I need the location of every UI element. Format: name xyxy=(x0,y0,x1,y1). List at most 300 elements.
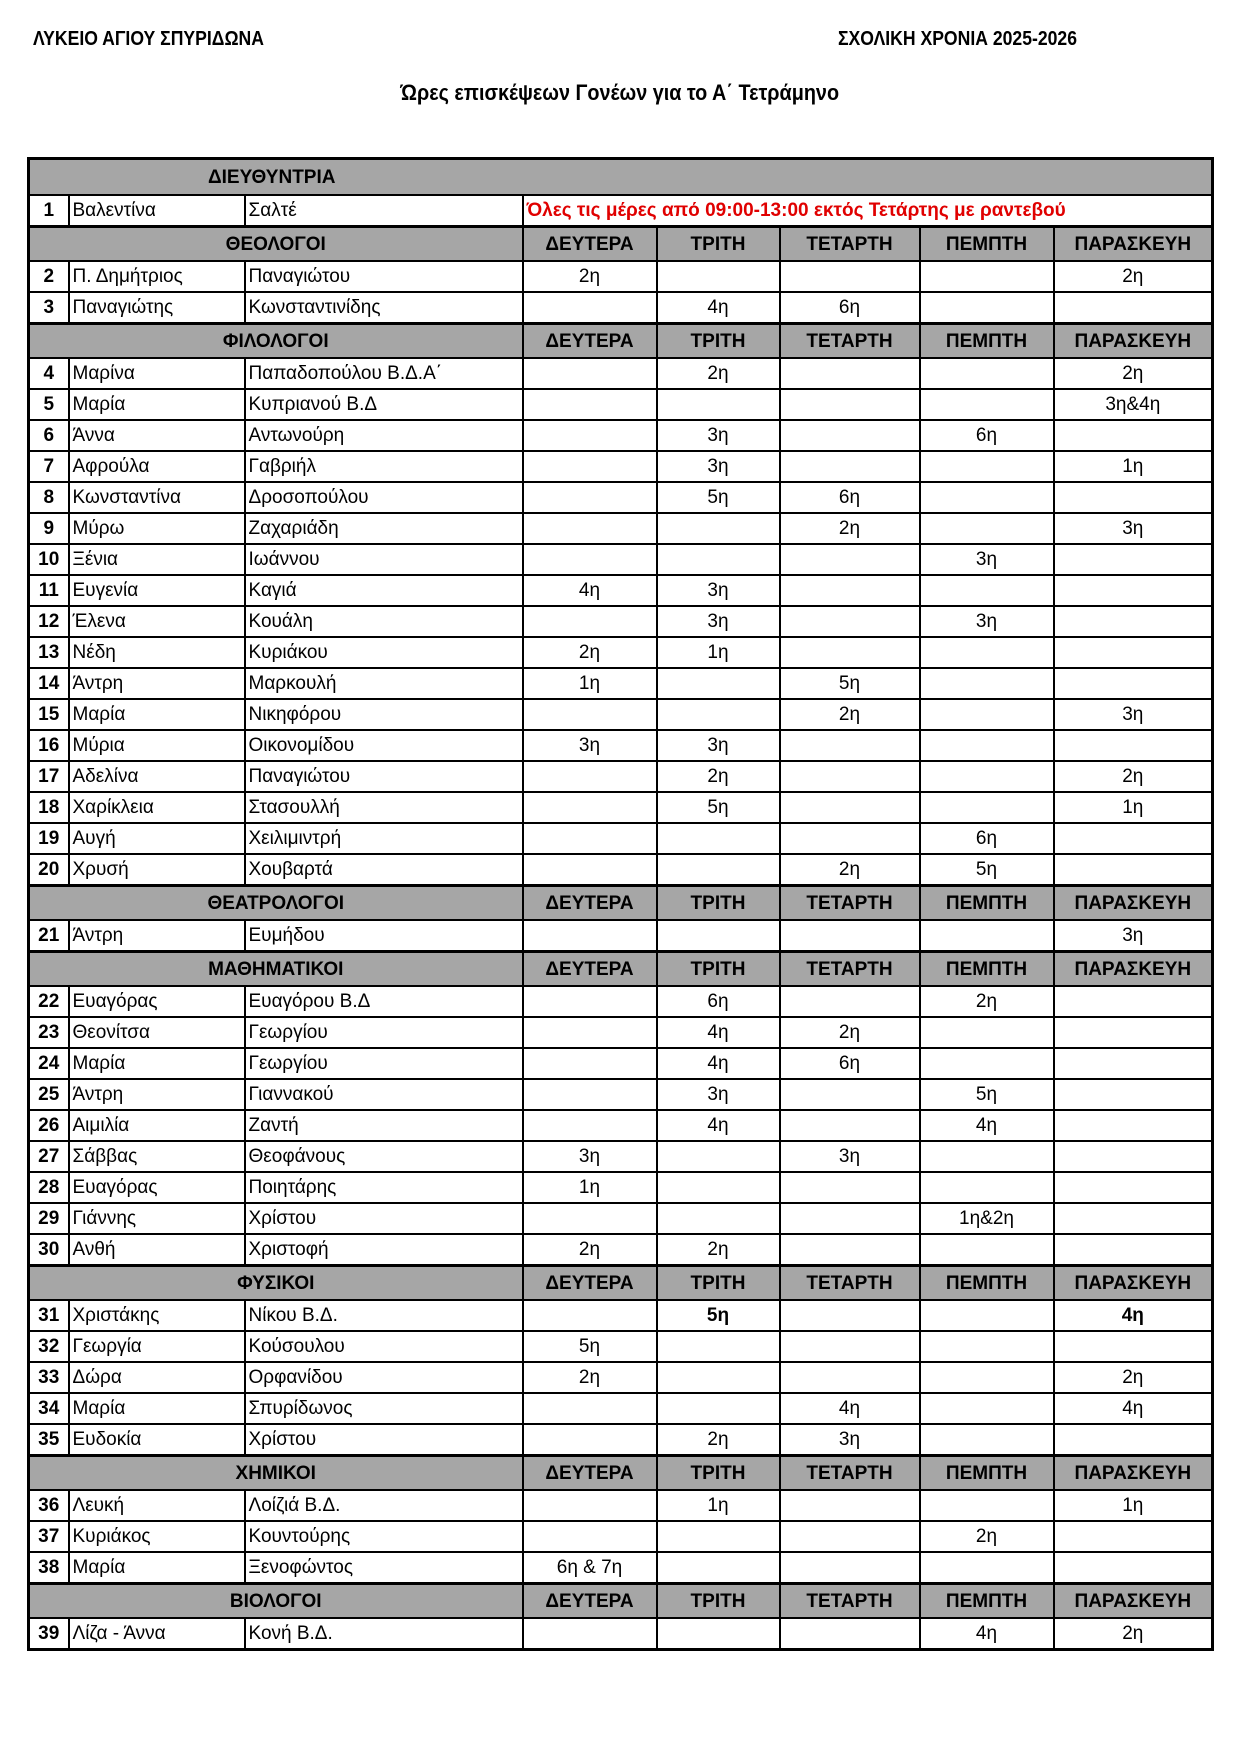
first-name: Θεονίτσα xyxy=(69,1017,245,1048)
last-name: Ευαγόρου Β.Δ xyxy=(245,986,523,1017)
time-slot: 4η xyxy=(1054,1300,1213,1331)
first-name: Ευδοκία xyxy=(69,1424,245,1456)
time-slot: 2η xyxy=(523,1234,657,1266)
time-slot xyxy=(920,761,1054,792)
first-name: Μαρία xyxy=(69,389,245,420)
last-name: Σαλτέ xyxy=(245,195,523,227)
row-number: 39 xyxy=(29,1618,69,1650)
time-slot: 6η xyxy=(920,823,1054,854)
time-slot xyxy=(1054,1552,1213,1584)
group-header xyxy=(29,227,1213,262)
time-slot xyxy=(523,1017,657,1048)
time-slot xyxy=(920,920,1054,952)
time-slot: 3η&4η xyxy=(1054,389,1213,420)
time-slot xyxy=(780,358,920,389)
last-name: Ευμήδου xyxy=(245,920,523,952)
time-slot: 3η xyxy=(780,1141,920,1172)
time-slot: 1η xyxy=(523,1172,657,1203)
document-title xyxy=(0,80,1240,106)
time-slot: 2η xyxy=(1054,261,1213,292)
row-number: 20 xyxy=(29,854,69,886)
time-slot xyxy=(523,1300,657,1331)
last-name: Γαβριήλ xyxy=(245,451,523,482)
day-header: ΔΕΥΤΕΡΑ xyxy=(523,227,657,262)
time-slot xyxy=(523,544,657,575)
group-name: ΔΙΕΥΘΥΝΤΡΙΑ xyxy=(29,159,1213,196)
time-slot xyxy=(657,389,780,420)
teacher-row xyxy=(29,606,1213,637)
time-slot xyxy=(657,261,780,292)
time-slot: 2η xyxy=(920,986,1054,1017)
teacher-row xyxy=(29,668,1213,699)
last-name: Κυπριανού Β.Δ xyxy=(245,389,523,420)
row-number: 17 xyxy=(29,761,69,792)
first-name: Δώρα xyxy=(69,1362,245,1393)
time-slot xyxy=(523,358,657,389)
time-slot xyxy=(920,1362,1054,1393)
time-slot xyxy=(780,1521,920,1552)
last-name: Χρίστου xyxy=(245,1424,523,1456)
time-slot: 3η xyxy=(1054,513,1213,544)
visiting-hours-table xyxy=(27,157,1214,1651)
group-name: ΘΕΑΤΡΟΛΟΓΟΙ xyxy=(29,886,523,921)
time-slot xyxy=(523,986,657,1017)
day-header: ΔΕΥΤΕΡΑ xyxy=(523,324,657,359)
time-slot: 2η xyxy=(523,637,657,668)
group-header xyxy=(29,1266,1213,1301)
group-name: ΒΙΟΛΟΓΟΙ xyxy=(29,1584,523,1619)
time-slot xyxy=(657,1331,780,1362)
time-slot xyxy=(523,823,657,854)
time-slot xyxy=(1054,1331,1213,1362)
row-number: 38 xyxy=(29,1552,69,1584)
director-hours-note: Όλες τις μέρες από 09:00-13:00 εκτός Τετάρτης με ραντεβού xyxy=(523,195,1213,227)
time-slot xyxy=(1054,823,1213,854)
day-header: ΤΡΙΤΗ xyxy=(657,1266,780,1301)
day-header: ΠΑΡΑΣΚΕΥΗ xyxy=(1054,886,1213,921)
time-slot xyxy=(1054,1017,1213,1048)
time-slot: 2η xyxy=(780,1017,920,1048)
time-slot: 5η xyxy=(920,854,1054,886)
teacher-row xyxy=(29,1017,1213,1048)
day-header: ΔΕΥΤΕΡΑ xyxy=(523,886,657,921)
first-name: Άννα xyxy=(69,420,245,451)
first-name: Χρυσή xyxy=(69,854,245,886)
first-name: Μύρια xyxy=(69,730,245,761)
time-slot: 6η xyxy=(920,420,1054,451)
time-slot xyxy=(780,1300,920,1331)
last-name: Κυριάκου xyxy=(245,637,523,668)
time-slot: 6η xyxy=(780,482,920,513)
time-slot xyxy=(1054,575,1213,606)
time-slot xyxy=(920,1141,1054,1172)
time-slot: 5η xyxy=(657,792,780,823)
first-name: Παναγιώτης xyxy=(69,292,245,324)
teacher-row xyxy=(29,389,1213,420)
teacher-row xyxy=(29,1362,1213,1393)
teacher-row xyxy=(29,575,1213,606)
time-slot: 4η xyxy=(1054,1393,1213,1424)
first-name: Λίζα - Άννα xyxy=(69,1618,245,1650)
time-slot xyxy=(780,1110,920,1141)
time-slot: 3η xyxy=(523,730,657,761)
time-slot: 3η xyxy=(657,1079,780,1110)
first-name: Μαρίνα xyxy=(69,358,245,389)
teacher-row xyxy=(29,1203,1213,1234)
day-header: ΤΕΤΑΡΤΗ xyxy=(780,227,920,262)
time-slot xyxy=(657,1521,780,1552)
time-slot: 2η xyxy=(1054,761,1213,792)
time-slot xyxy=(780,823,920,854)
time-slot xyxy=(1054,1203,1213,1234)
time-slot xyxy=(1054,1424,1213,1456)
school-name: ΛΥΚΕΙΟ ΑΓΙΟΥ ΣΠΥΡΙΔΩΝΑ xyxy=(33,28,264,50)
first-name: Έλενα xyxy=(69,606,245,637)
time-slot xyxy=(920,1300,1054,1331)
first-name: Γεωργία xyxy=(69,1331,245,1362)
first-name: Μαρία xyxy=(69,699,245,730)
teacher-row xyxy=(29,1331,1213,1362)
time-slot: 6η & 7η xyxy=(523,1552,657,1584)
day-header: ΤΡΙΤΗ xyxy=(657,1584,780,1619)
time-slot xyxy=(920,1331,1054,1362)
time-slot xyxy=(780,1172,920,1203)
teacher-row xyxy=(29,792,1213,823)
time-slot xyxy=(920,1393,1054,1424)
time-slot: 6η xyxy=(780,1048,920,1079)
time-slot: 5η xyxy=(523,1331,657,1362)
row-number: 37 xyxy=(29,1521,69,1552)
time-slot: 3η xyxy=(657,420,780,451)
last-name: Καγιά xyxy=(245,575,523,606)
row-number: 23 xyxy=(29,1017,69,1048)
row-number: 15 xyxy=(29,699,69,730)
teacher-row xyxy=(29,1234,1213,1266)
day-header: ΠΕΜΠΤΗ xyxy=(920,324,1054,359)
time-slot: 4η xyxy=(657,1017,780,1048)
first-name: Αφρούλα xyxy=(69,451,245,482)
time-slot xyxy=(780,1234,920,1266)
first-name: Μαρία xyxy=(69,1048,245,1079)
row-number: 34 xyxy=(29,1393,69,1424)
first-name: Ξένια xyxy=(69,544,245,575)
time-slot xyxy=(523,420,657,451)
time-slot xyxy=(657,1552,780,1584)
group-header xyxy=(29,1456,1213,1491)
time-slot: 3η xyxy=(780,1424,920,1456)
time-slot xyxy=(1054,1521,1213,1552)
row-number: 11 xyxy=(29,575,69,606)
row-number: 33 xyxy=(29,1362,69,1393)
teacher-row xyxy=(29,482,1213,513)
time-slot: 1η&2η xyxy=(920,1203,1054,1234)
row-number: 6 xyxy=(29,420,69,451)
teacher-row xyxy=(29,513,1213,544)
last-name: Χειλιμιντρή xyxy=(245,823,523,854)
last-name: Λοίζιά Β.Δ. xyxy=(245,1490,523,1521)
day-header: ΤΕΤΑΡΤΗ xyxy=(780,886,920,921)
teacher-row xyxy=(29,1490,1213,1521)
last-name: Ξενοφώντος xyxy=(245,1552,523,1584)
day-header: ΠΑΡΑΣΚΕΥΗ xyxy=(1054,227,1213,262)
time-slot xyxy=(1054,1110,1213,1141)
time-slot: 1η xyxy=(523,668,657,699)
row-number: 35 xyxy=(29,1424,69,1456)
teacher-row xyxy=(29,1079,1213,1110)
time-slot: 1η xyxy=(657,637,780,668)
time-slot xyxy=(1054,292,1213,324)
day-header: ΠΕΜΠΤΗ xyxy=(920,1266,1054,1301)
time-slot: 2η xyxy=(920,1521,1054,1552)
group-name: ΘΕΟΛΟΓΟΙ xyxy=(29,227,523,262)
row-number: 25 xyxy=(29,1079,69,1110)
time-slot xyxy=(1054,854,1213,886)
teacher-row xyxy=(29,854,1213,886)
time-slot: 4η xyxy=(780,1393,920,1424)
time-slot xyxy=(1054,606,1213,637)
last-name: Οικονομίδου xyxy=(245,730,523,761)
time-slot: 6η xyxy=(780,292,920,324)
time-slot: 3η xyxy=(657,730,780,761)
row-number: 26 xyxy=(29,1110,69,1141)
time-slot xyxy=(780,986,920,1017)
time-slot xyxy=(523,1490,657,1521)
time-slot xyxy=(523,606,657,637)
teacher-row xyxy=(29,637,1213,668)
time-slot xyxy=(920,389,1054,420)
last-name: Ορφανίδου xyxy=(245,1362,523,1393)
day-header: ΤΕΤΑΡΤΗ xyxy=(780,1584,920,1619)
teacher-row xyxy=(29,261,1213,292)
first-name: Μαρία xyxy=(69,1393,245,1424)
row-number: 16 xyxy=(29,730,69,761)
day-header: ΠΕΜΠΤΗ xyxy=(920,952,1054,987)
time-slot: 3η xyxy=(657,451,780,482)
teacher-row xyxy=(29,920,1213,952)
group-header xyxy=(29,1584,1213,1619)
row-number: 5 xyxy=(29,389,69,420)
day-header: ΤΡΙΤΗ xyxy=(657,886,780,921)
time-slot xyxy=(920,292,1054,324)
row-number: 31 xyxy=(29,1300,69,1331)
time-slot: 2η xyxy=(657,1424,780,1456)
last-name: Χρίστου xyxy=(245,1203,523,1234)
time-slot xyxy=(523,1203,657,1234)
row-number: 3 xyxy=(29,292,69,324)
first-name: Ευαγόρας xyxy=(69,1172,245,1203)
time-slot xyxy=(1054,668,1213,699)
time-slot xyxy=(1054,730,1213,761)
time-slot xyxy=(780,1362,920,1393)
last-name: Ζαχαριάδη xyxy=(245,513,523,544)
time-slot xyxy=(657,699,780,730)
group-header xyxy=(29,952,1213,987)
first-name: Λευκή xyxy=(69,1490,245,1521)
time-slot xyxy=(780,637,920,668)
first-name: Χαρίκλεια xyxy=(69,792,245,823)
row-number: 8 xyxy=(29,482,69,513)
time-slot xyxy=(523,1521,657,1552)
last-name: Μαρκουλή xyxy=(245,668,523,699)
first-name: Άντρη xyxy=(69,1079,245,1110)
time-slot xyxy=(1054,637,1213,668)
day-header: ΤΡΙΤΗ xyxy=(657,1456,780,1491)
first-name: Ανθή xyxy=(69,1234,245,1266)
time-slot xyxy=(780,420,920,451)
time-slot xyxy=(657,1141,780,1172)
row-number: 1 xyxy=(29,195,69,227)
time-slot: 2η xyxy=(523,1362,657,1393)
teacher-row xyxy=(29,358,1213,389)
group-name: ΦΙΛΟΛΟΓΟΙ xyxy=(29,324,523,359)
day-header: ΠΕΜΠΤΗ xyxy=(920,227,1054,262)
teacher-row xyxy=(29,1300,1213,1331)
last-name: Παναγιώτου xyxy=(245,761,523,792)
last-name: Αντωνούρη xyxy=(245,420,523,451)
first-name: Π. Δημήτριος xyxy=(69,261,245,292)
teacher-row xyxy=(29,1424,1213,1456)
first-name: Αιμιλία xyxy=(69,1110,245,1141)
time-slot: 2η xyxy=(657,358,780,389)
last-name: Γιαννακού xyxy=(245,1079,523,1110)
time-slot xyxy=(920,451,1054,482)
time-slot: 2η xyxy=(1054,1618,1213,1650)
day-header: ΔΕΥΤΕΡΑ xyxy=(523,1266,657,1301)
time-slot xyxy=(920,637,1054,668)
row-number: 22 xyxy=(29,986,69,1017)
time-slot xyxy=(920,1048,1054,1079)
row-number: 27 xyxy=(29,1141,69,1172)
first-name: Γιάννης xyxy=(69,1203,245,1234)
first-name: Νέδη xyxy=(69,637,245,668)
time-slot: 1η xyxy=(657,1490,780,1521)
time-slot xyxy=(920,1490,1054,1521)
time-slot xyxy=(920,1172,1054,1203)
time-slot xyxy=(780,761,920,792)
group-header xyxy=(29,324,1213,359)
time-slot: 3η xyxy=(920,606,1054,637)
day-header: ΤΕΤΑΡΤΗ xyxy=(780,952,920,987)
time-slot xyxy=(657,513,780,544)
day-header: ΤΕΤΑΡΤΗ xyxy=(780,324,920,359)
row-number: 28 xyxy=(29,1172,69,1203)
teacher-row xyxy=(29,1393,1213,1424)
last-name: Γεωργίου xyxy=(245,1048,523,1079)
day-header: ΠΑΡΑΣΚΕΥΗ xyxy=(1054,1266,1213,1301)
row-number: 13 xyxy=(29,637,69,668)
row-number: 30 xyxy=(29,1234,69,1266)
first-name: Μαρία xyxy=(69,1552,245,1584)
time-slot xyxy=(523,1048,657,1079)
time-slot xyxy=(780,1552,920,1584)
last-name: Νικηφόρου xyxy=(245,699,523,730)
teacher-row xyxy=(29,420,1213,451)
time-slot xyxy=(780,1203,920,1234)
day-header: ΤΡΙΤΗ xyxy=(657,324,780,359)
last-name: Στασουλλή xyxy=(245,792,523,823)
time-slot xyxy=(523,1424,657,1456)
time-slot xyxy=(920,575,1054,606)
time-slot: 4η xyxy=(657,1110,780,1141)
first-name: Αδελίνα xyxy=(69,761,245,792)
time-slot: 5η xyxy=(657,1300,780,1331)
time-slot: 2η xyxy=(780,699,920,730)
teacher-row xyxy=(29,544,1213,575)
time-slot xyxy=(920,482,1054,513)
time-slot xyxy=(1054,1172,1213,1203)
teacher-row xyxy=(29,986,1213,1017)
day-header: ΔΕΥΤΕΡΑ xyxy=(523,1584,657,1619)
last-name: Ποιητάρης xyxy=(245,1172,523,1203)
row-number: 19 xyxy=(29,823,69,854)
teacher-row xyxy=(29,1618,1213,1650)
time-slot: 3η xyxy=(657,575,780,606)
row-number: 29 xyxy=(29,1203,69,1234)
time-slot: 2η xyxy=(657,1234,780,1266)
time-slot: 2η xyxy=(657,761,780,792)
time-slot xyxy=(780,606,920,637)
time-slot: 1η xyxy=(1054,792,1213,823)
group-name: ΜΑΘΗΜΑΤΙΚΟΙ xyxy=(29,952,523,987)
last-name: Δροσοπούλου xyxy=(245,482,523,513)
time-slot xyxy=(657,823,780,854)
time-slot xyxy=(920,792,1054,823)
day-header: ΠΑΡΑΣΚΕΥΗ xyxy=(1054,1584,1213,1619)
time-slot: 2η xyxy=(1054,358,1213,389)
row-number: 12 xyxy=(29,606,69,637)
time-slot: 2η xyxy=(780,513,920,544)
time-slot xyxy=(523,1393,657,1424)
day-header: ΠΕΜΠΤΗ xyxy=(920,1456,1054,1491)
time-slot xyxy=(1054,544,1213,575)
group-header xyxy=(29,886,1213,921)
row-number: 9 xyxy=(29,513,69,544)
time-slot xyxy=(523,513,657,544)
row-number: 4 xyxy=(29,358,69,389)
time-slot: 1η xyxy=(1054,451,1213,482)
teacher-row xyxy=(29,1110,1213,1141)
time-slot: 2η xyxy=(1054,1362,1213,1393)
teacher-row xyxy=(29,1552,1213,1584)
day-header: ΤΕΤΑΡΤΗ xyxy=(780,1266,920,1301)
time-slot: 2η xyxy=(780,854,920,886)
first-name: Ευγενία xyxy=(69,575,245,606)
first-name: Κωνσταντίνα xyxy=(69,482,245,513)
day-header: ΠΕΜΠΤΗ xyxy=(920,886,1054,921)
director-row xyxy=(29,195,1213,227)
time-slot xyxy=(523,920,657,952)
time-slot xyxy=(523,389,657,420)
row-number: 32 xyxy=(29,1331,69,1362)
last-name: Παπαδοπούλου Β.Δ.Α΄ xyxy=(245,358,523,389)
row-number: 2 xyxy=(29,261,69,292)
time-slot xyxy=(780,261,920,292)
time-slot: 3η xyxy=(1054,699,1213,730)
first-name: Άντρη xyxy=(69,668,245,699)
last-name: Νίκου Β.Δ. xyxy=(245,1300,523,1331)
time-slot: 5η xyxy=(657,482,780,513)
time-slot xyxy=(920,513,1054,544)
last-name: Κουάλη xyxy=(245,606,523,637)
time-slot xyxy=(920,1017,1054,1048)
time-slot xyxy=(523,1618,657,1650)
last-name: Κωνσταντινίδης xyxy=(245,292,523,324)
time-slot xyxy=(1054,1141,1213,1172)
row-number: 10 xyxy=(29,544,69,575)
time-slot xyxy=(780,920,920,952)
first-name: Βαλεντίνα xyxy=(69,195,245,227)
time-slot: 4η xyxy=(657,1048,780,1079)
